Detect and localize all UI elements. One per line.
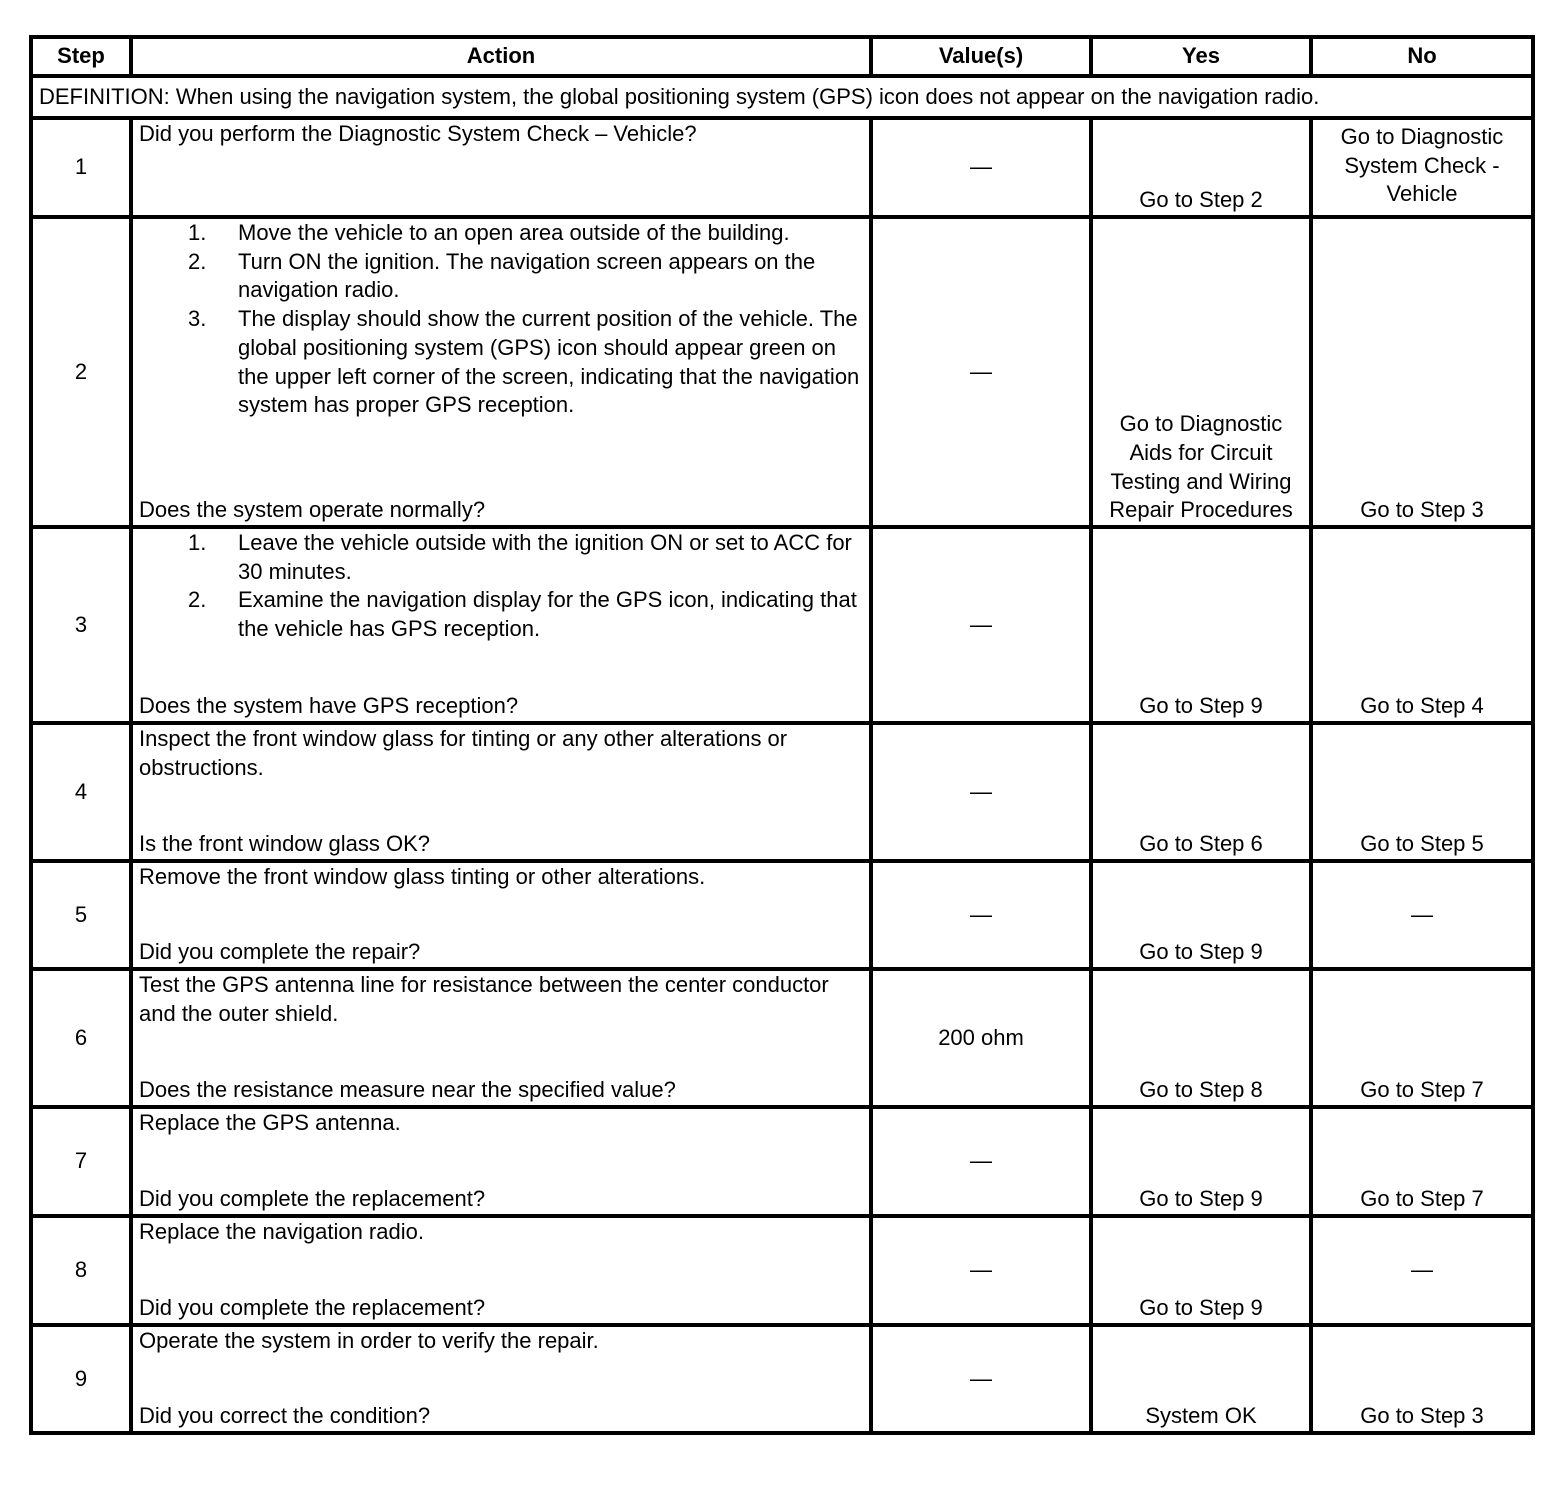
action-question: Does the system have GPS reception? — [139, 693, 519, 719]
header-row — [31, 37, 1533, 76]
step-number: 2 — [31, 217, 131, 527]
value-cell: — — [871, 118, 1091, 217]
table-row — [31, 1325, 1533, 1433]
action-steps-list — [139, 219, 863, 420]
no-cell: Go to Diagnostic System Check - Vehicle — [1311, 118, 1533, 217]
action-intro: Replace the GPS antenna. — [139, 1110, 401, 1135]
header-action: Action — [131, 37, 871, 76]
action-intro: Did you perform the Diagnostic System Check – Vehicle? — [139, 121, 697, 146]
step-number: 9 — [31, 1325, 131, 1433]
yes-cell: Go to Step 2 — [1091, 118, 1311, 217]
header-values: Value(s) — [871, 37, 1091, 76]
list-item: 1. Move the vehicle to an open area outside of the building. — [188, 220, 790, 245]
yes-cell: Go to Step 9 — [1091, 1107, 1311, 1216]
yes-cell: Go to Step 9 — [1091, 1216, 1311, 1325]
step-number: 1 — [31, 118, 131, 217]
action-cell — [131, 861, 871, 969]
step-number: 4 — [31, 723, 131, 861]
no-cell: Go to Step 7 — [1311, 969, 1533, 1107]
table-row — [31, 969, 1533, 1107]
no-cell: Go to Step 7 — [1311, 1107, 1533, 1216]
yes-cell: Go to Diagnostic Aids for Circuit Testing and Wiring Repair Procedures — [1091, 217, 1311, 527]
action-cell — [131, 118, 871, 217]
action-question: Did you complete the repair? — [139, 939, 421, 965]
no-cell: Go to Step 5 — [1311, 723, 1533, 861]
action-cell — [131, 217, 871, 527]
step-number: 6 — [31, 969, 131, 1107]
action-question: Did you complete the replacement? — [139, 1186, 486, 1212]
value-cell: — — [871, 861, 1091, 969]
value-cell: — — [871, 527, 1091, 723]
yes-cell: Go to Step 9 — [1091, 861, 1311, 969]
action-question: Did you complete the replacement? — [139, 1295, 486, 1321]
yes-cell: Go to Step 9 — [1091, 527, 1311, 723]
value-cell: — — [871, 723, 1091, 861]
no-cell: — — [1311, 861, 1533, 969]
step-number: 7 — [31, 1107, 131, 1216]
action-intro: Replace the navigation radio. — [139, 1219, 424, 1244]
list-item: 2. Examine the navigation display for the GPS icon, indicating that the vehicle has GPS reception. — [188, 587, 857, 642]
table-row — [31, 217, 1533, 527]
yes-cell: Go to Step 6 — [1091, 723, 1311, 861]
step-number: 5 — [31, 861, 131, 969]
table-row — [31, 118, 1533, 217]
action-intro: Inspect the front window glass for tinting or any other alterations or obstructions. — [139, 726, 788, 780]
action-question: Does the resistance measure near the specified value? — [139, 1077, 676, 1103]
action-cell — [131, 1216, 871, 1325]
no-cell: — — [1311, 1216, 1533, 1325]
table-row — [31, 1107, 1533, 1216]
action-steps-list — [139, 529, 863, 644]
step-number: 3 — [31, 527, 131, 723]
action-intro: Operate the system in order to verify the repair. — [139, 1328, 599, 1353]
action-cell — [131, 1325, 871, 1433]
action-question: Does the system operate normally? — [139, 497, 486, 523]
step-number: 8 — [31, 1216, 131, 1325]
diagnostic-table — [29, 35, 1535, 1435]
table-row — [31, 723, 1533, 861]
yes-cell: System OK — [1091, 1325, 1311, 1433]
table-row — [31, 1216, 1533, 1325]
action-question: Did you correct the condition? — [139, 1403, 431, 1429]
list-item: 2. Turn ON the ignition. The navigation screen appears on the navigation radio. — [188, 248, 816, 303]
action-intro: Remove the front window glass tinting or other alterations. — [139, 864, 706, 889]
yes-cell: Go to Step 8 — [1091, 969, 1311, 1107]
value-cell: 200 ohm — [871, 969, 1091, 1107]
list-item: 1. Leave the vehicle outside with the ignition ON or set to ACC for 30 minutes. — [188, 530, 852, 584]
table-row — [31, 527, 1533, 723]
header-step: Step — [31, 37, 131, 76]
header-no: No — [1311, 37, 1533, 76]
action-cell — [131, 1107, 871, 1216]
value-cell: — — [871, 1325, 1091, 1433]
no-cell: Go to Step 4 — [1311, 527, 1533, 723]
no-cell: Go to Step 3 — [1311, 217, 1533, 527]
table-row — [31, 861, 1533, 969]
list-item: 3. The display should show the current position of the vehicle. The global positioning system (GPS) icon should appear green on the upper left corner of the screen, indicating that the navigation system has proper GPS reception. — [188, 306, 860, 418]
action-cell — [131, 969, 871, 1107]
action-cell — [131, 723, 871, 861]
action-cell — [131, 527, 871, 723]
value-cell: — — [871, 217, 1091, 527]
value-cell: — — [871, 1216, 1091, 1325]
action-intro: Test the GPS antenna line for resistance between the center conductor and the outer shield. — [139, 972, 829, 1026]
no-cell: Go to Step 3 — [1311, 1325, 1533, 1433]
header-yes: Yes — [1091, 37, 1311, 76]
definition-row — [31, 76, 1533, 118]
value-cell: — — [871, 1107, 1091, 1216]
definition-text: DEFINITION: When using the navigation system, the global positioning system (GPS) icon does not appear on the navigation radio. — [31, 76, 1533, 118]
action-question: Is the front window glass OK? — [139, 831, 431, 857]
